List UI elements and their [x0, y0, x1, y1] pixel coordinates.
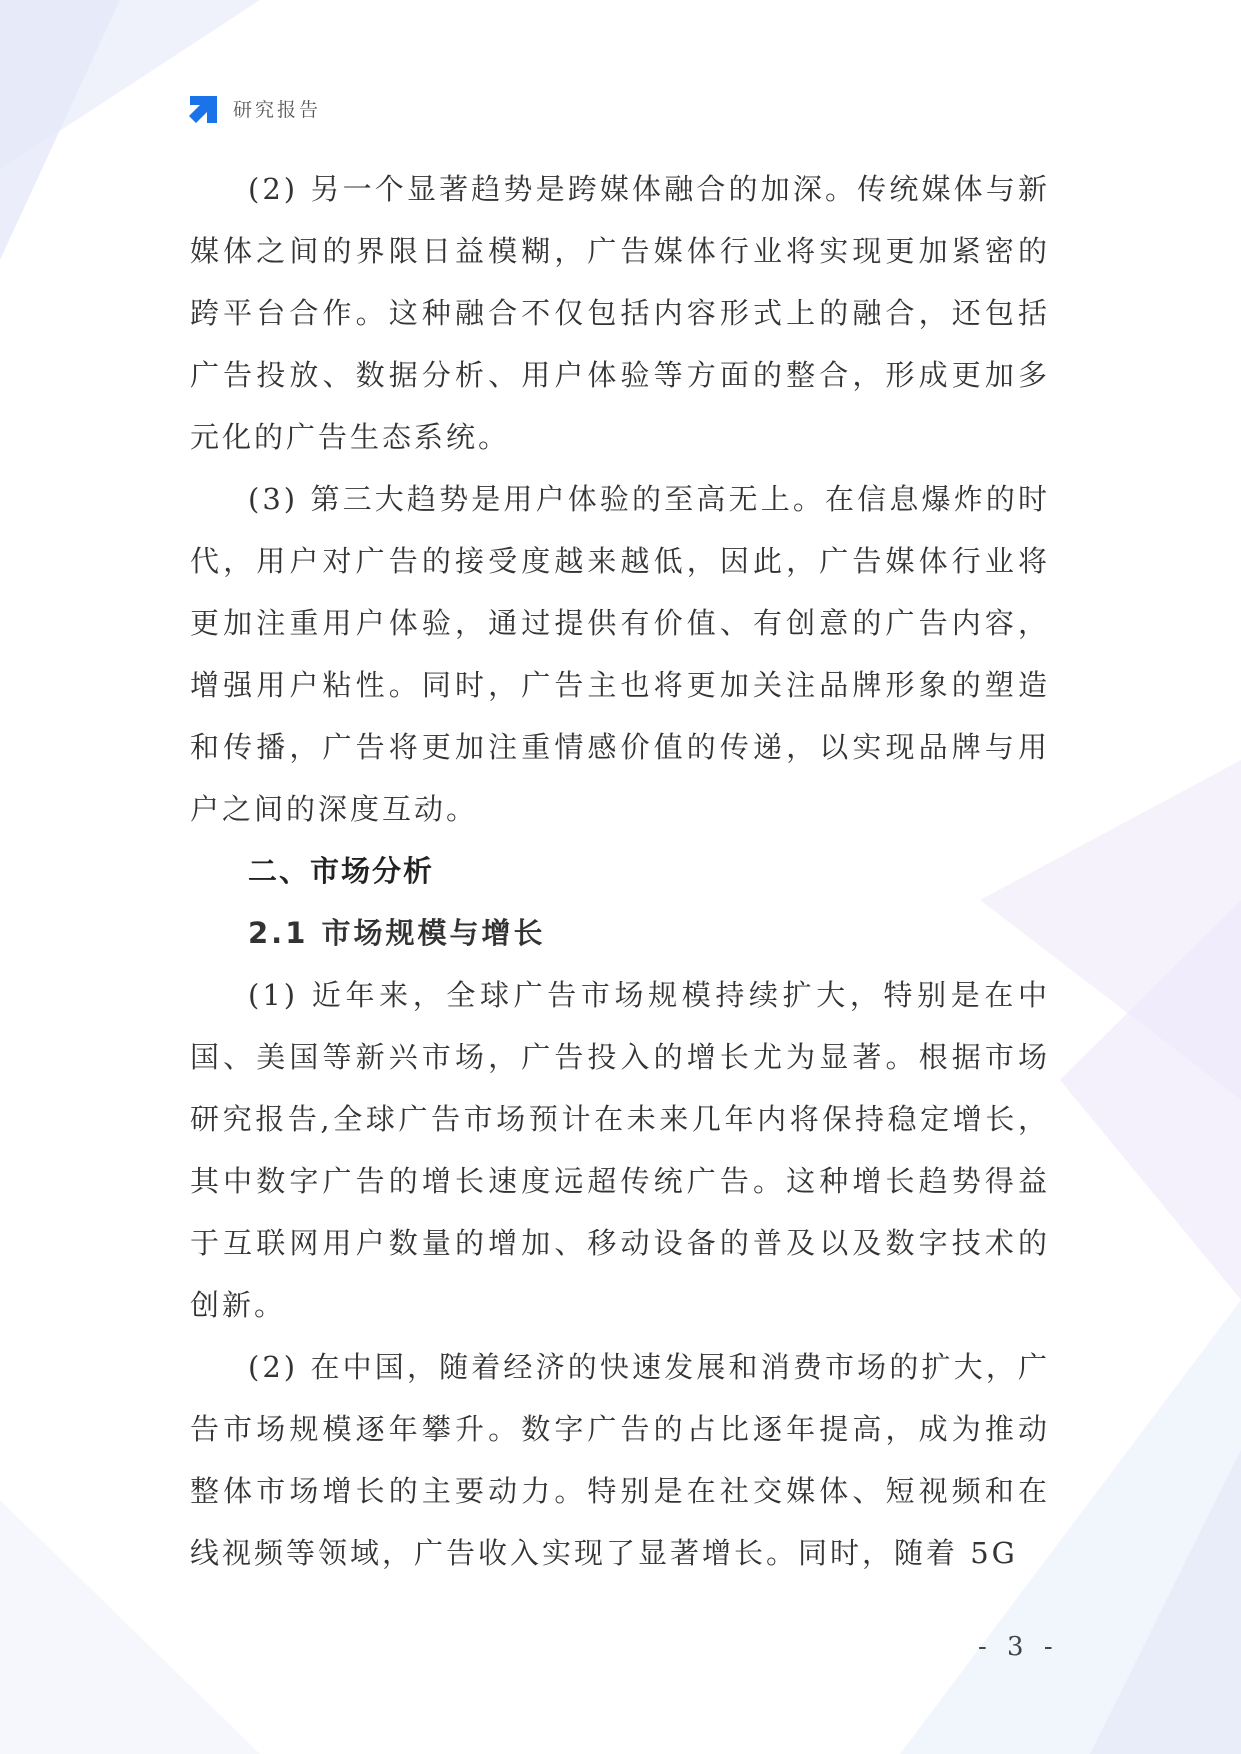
paragraph: (2) 在中国，随着经济的快速发展和消费市场的扩大，广告市场规模逐年攀升。数字广告的占比逐年提高，成为推动整体市场增长的主要动力。特别是在社交媒体、短视频和在线视频等领域，广告收入实现了显著增长。同时，随着 5G [190, 1350, 1050, 1570]
report-header [188, 90, 321, 126]
section-subheading: 2.1 市场规模与增长 [248, 916, 546, 950]
paragraph: (1) 近年来，全球广告市场规模持续扩大，特别是在中国、美国等新兴市场，广告投入的增长尤为显著。根据市场研究报告,全球广告市场预计在未来几年内将保持稳定增长，其中数字广告的增长速度远超传统广告。这种增长趋势得益于互联网用户数量的增加、移动设备的普及以及数字技术的创新。 [190, 978, 1050, 1322]
arrow-logo-icon [188, 92, 221, 125]
document-body [190, 158, 1050, 1584]
page-number: - 3 - [978, 1632, 1059, 1662]
paragraph: (2) 另一个显著趋势是跨媒体融合的加深。传统媒体与新媒体之间的界限日益模糊，广告媒体行业将实现更加紧密的跨平台合作。这种融合不仅包括内容形式上的融合，还包括广告投放、数据分析、用户体验等方面的整合，形成更加多元化的广告生态系统。 [190, 172, 1050, 454]
paragraph: (3) 第三大趋势是用户体验的至高无上。在信息爆炸的时代，用户对广告的接受度越来越低，因此，广告媒体行业将更加注重用户体验，通过提供有价值、有创意的广告内容，增强用户粘性。同时，广告主也将更加关注品牌形象的塑造和传播，广告将更加注重情感价值的传递，以实现品牌与用户之间的深度互动。 [190, 482, 1050, 826]
section-heading: 二、市场分析 [248, 854, 435, 888]
header-title: 研究报告 [233, 98, 322, 121]
